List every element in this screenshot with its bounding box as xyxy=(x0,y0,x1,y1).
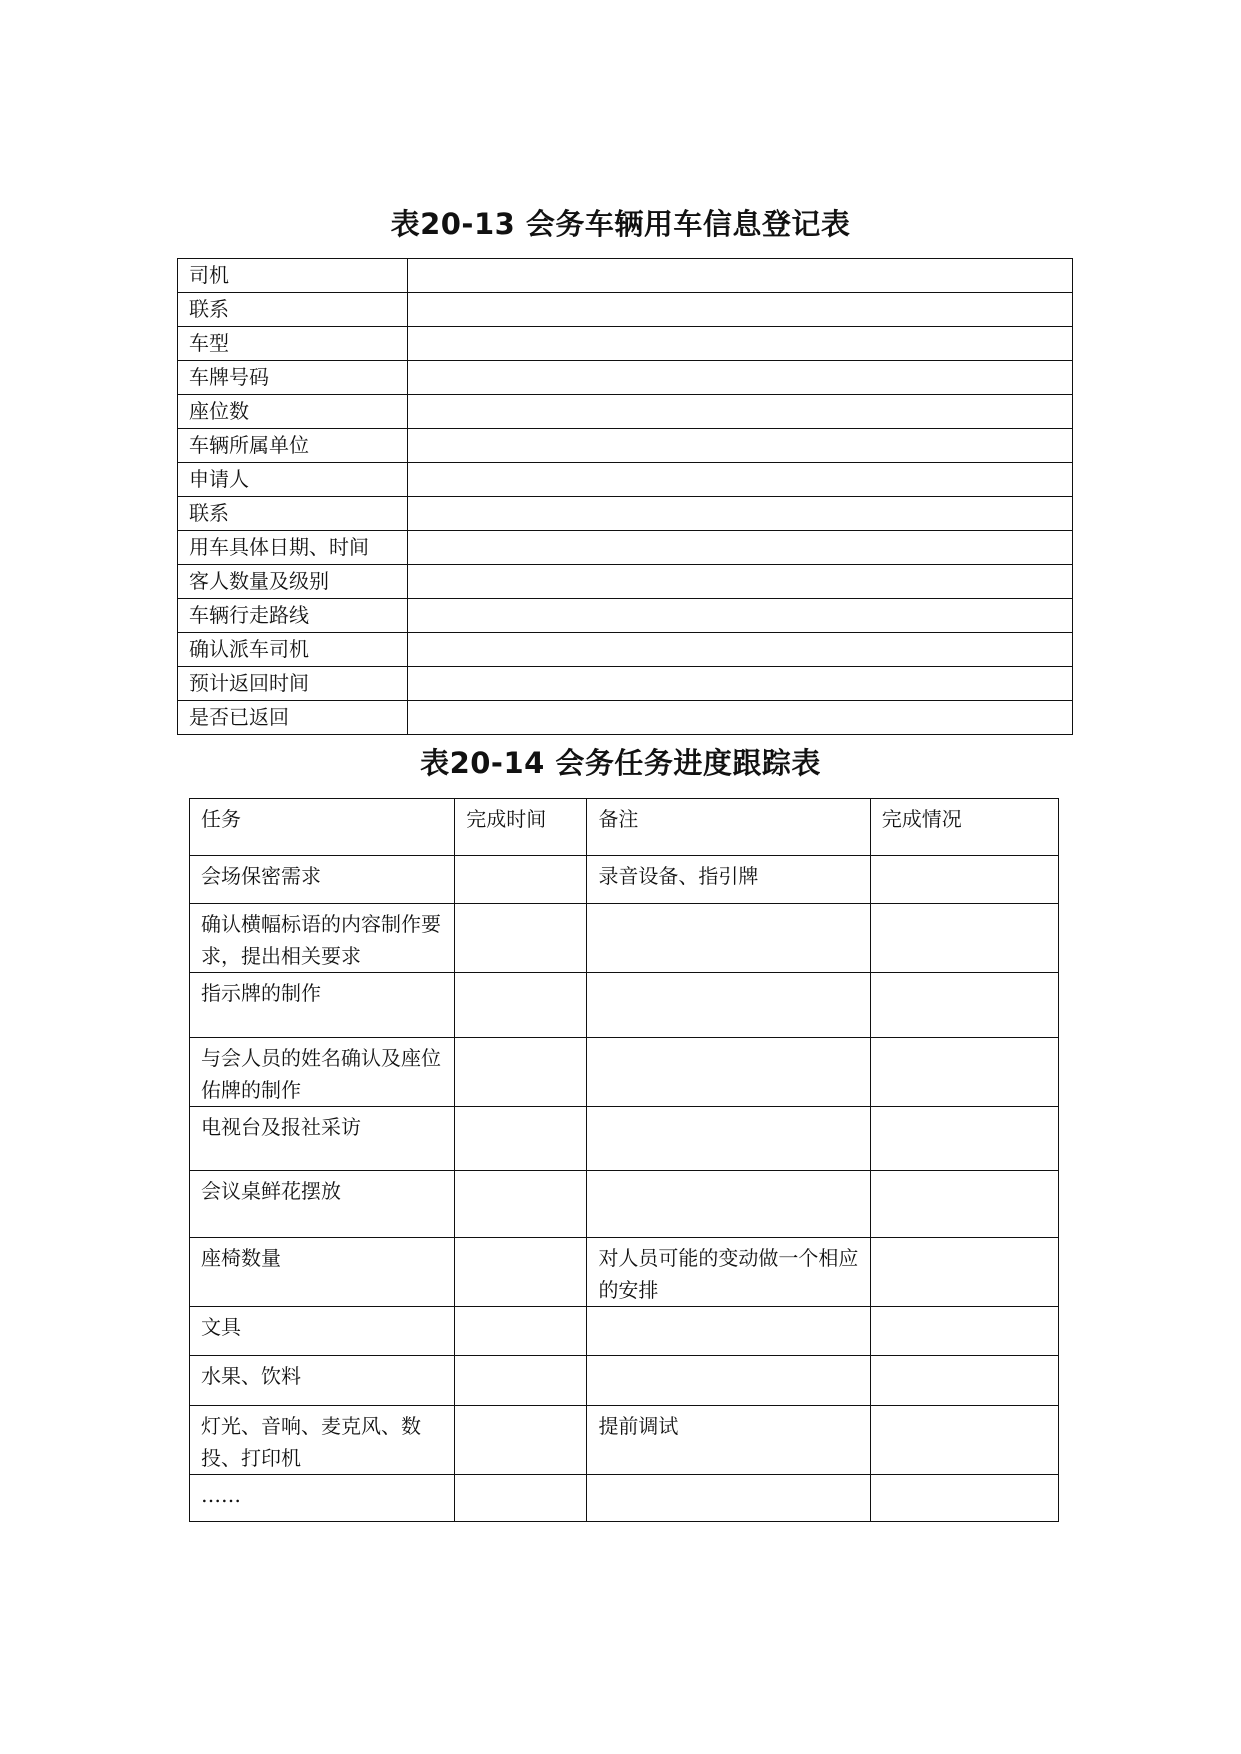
note-cell xyxy=(587,1307,870,1356)
time-cell[interactable] xyxy=(455,1038,587,1107)
task-cell: 水果、饮料 xyxy=(190,1356,455,1406)
note-cell xyxy=(587,1171,870,1238)
row-value-cell[interactable] xyxy=(408,633,1073,667)
task-cell: 电视台及报社采访 xyxy=(190,1107,455,1171)
time-cell[interactable] xyxy=(455,1307,587,1356)
row-label: 用车具体日期、时间 xyxy=(178,531,408,565)
task-progress-table xyxy=(189,798,1059,1522)
row-value-cell[interactable] xyxy=(408,293,1073,327)
note-cell xyxy=(587,1356,870,1406)
table-row xyxy=(190,1356,1059,1406)
table-row xyxy=(190,973,1059,1038)
table-row xyxy=(178,361,1073,395)
task-cell: 文具 xyxy=(190,1307,455,1356)
task-cell: 座椅数量 xyxy=(190,1238,455,1307)
task-cell: 指示牌的制作 xyxy=(190,973,455,1038)
table-row xyxy=(190,904,1059,973)
table-row xyxy=(178,497,1073,531)
note-cell xyxy=(587,1038,870,1107)
row-value-cell[interactable] xyxy=(408,361,1073,395)
row-label: 车牌号码 xyxy=(178,361,408,395)
time-cell[interactable] xyxy=(455,904,587,973)
vehicle-table-title: 表20-13 会务车辆用车信息登记表 xyxy=(390,207,851,241)
table-header-row xyxy=(190,799,1059,856)
note-cell xyxy=(587,904,870,973)
row-label: 确认派车司机 xyxy=(178,633,408,667)
task-cell: 灯光、音响、麦克风、数投、打印机 xyxy=(190,1406,455,1475)
table-row xyxy=(190,1038,1059,1107)
table-row xyxy=(190,1307,1059,1356)
note-cell xyxy=(587,1107,870,1171)
row-value-cell[interactable] xyxy=(408,531,1073,565)
row-value-cell[interactable] xyxy=(408,565,1073,599)
row-label: 车辆行走路线 xyxy=(178,599,408,633)
row-label: 申请人 xyxy=(178,463,408,497)
status-cell[interactable] xyxy=(870,1107,1058,1171)
time-cell[interactable] xyxy=(455,1171,587,1238)
table-row xyxy=(190,1171,1059,1238)
row-label: 司机 xyxy=(178,259,408,293)
note-cell xyxy=(587,1475,870,1522)
task-cell: 确认横幅标语的内容制作要求，提出相关要求 xyxy=(190,904,455,973)
table-row xyxy=(178,463,1073,497)
table-row xyxy=(190,1238,1059,1307)
table-row xyxy=(178,327,1073,361)
row-label: 预计返回时间 xyxy=(178,667,408,701)
header-status: 完成情况 xyxy=(870,799,1058,856)
time-cell[interactable] xyxy=(455,856,587,904)
time-cell[interactable] xyxy=(455,1406,587,1475)
row-label: 是否已返回 xyxy=(178,701,408,735)
task-table-title: 表20-14 会务任务进度跟踪表 xyxy=(420,746,821,780)
header-time: 完成时间 xyxy=(455,799,587,856)
row-value-cell[interactable] xyxy=(408,667,1073,701)
table-row xyxy=(178,531,1073,565)
table-row xyxy=(178,599,1073,633)
status-cell[interactable] xyxy=(870,1307,1058,1356)
table-row xyxy=(178,633,1073,667)
row-value-cell[interactable] xyxy=(408,497,1073,531)
task-cell: 会场保密需求 xyxy=(190,856,455,904)
note-cell: 提前调试 xyxy=(587,1406,870,1475)
status-cell[interactable] xyxy=(870,1038,1058,1107)
table-row xyxy=(190,1475,1059,1522)
note-cell: 对人员可能的变动做一个相应的安排 xyxy=(587,1238,870,1307)
task-cell: 与会人员的姓名确认及座位佑牌的制作 xyxy=(190,1038,455,1107)
time-cell[interactable] xyxy=(455,1238,587,1307)
status-cell[interactable] xyxy=(870,1356,1058,1406)
task-cell: …… xyxy=(190,1475,455,1522)
time-cell[interactable] xyxy=(455,1356,587,1406)
status-cell[interactable] xyxy=(870,1171,1058,1238)
table-row xyxy=(190,1406,1059,1475)
table-row xyxy=(190,1107,1059,1171)
header-note: 备注 xyxy=(587,799,870,856)
row-value-cell[interactable] xyxy=(408,429,1073,463)
status-cell[interactable] xyxy=(870,904,1058,973)
row-label: 车辆所属单位 xyxy=(178,429,408,463)
status-cell[interactable] xyxy=(870,1406,1058,1475)
row-label: 座位数 xyxy=(178,395,408,429)
note-cell xyxy=(587,973,870,1038)
row-value-cell[interactable] xyxy=(408,259,1073,293)
status-cell[interactable] xyxy=(870,856,1058,904)
header-task: 任务 xyxy=(190,799,455,856)
row-label: 联系 xyxy=(178,497,408,531)
row-value-cell[interactable] xyxy=(408,395,1073,429)
time-cell[interactable] xyxy=(455,973,587,1038)
table-row xyxy=(178,395,1073,429)
row-value-cell[interactable] xyxy=(408,599,1073,633)
time-cell[interactable] xyxy=(455,1475,587,1522)
row-label: 车型 xyxy=(178,327,408,361)
table-row xyxy=(190,856,1059,904)
table-row xyxy=(178,429,1073,463)
status-cell[interactable] xyxy=(870,1238,1058,1307)
time-cell[interactable] xyxy=(455,1107,587,1171)
row-value-cell[interactable] xyxy=(408,327,1073,361)
vehicle-registration-table xyxy=(177,258,1073,735)
table-row xyxy=(178,259,1073,293)
row-value-cell[interactable] xyxy=(408,701,1073,735)
status-cell[interactable] xyxy=(870,973,1058,1038)
task-cell: 会议桌鲜花摆放 xyxy=(190,1171,455,1238)
row-value-cell[interactable] xyxy=(408,463,1073,497)
note-cell: 录音设备、指引牌 xyxy=(587,856,870,904)
table-row xyxy=(178,565,1073,599)
status-cell[interactable] xyxy=(870,1475,1058,1522)
row-label: 联系 xyxy=(178,293,408,327)
table-row xyxy=(178,293,1073,327)
table-row xyxy=(178,701,1073,735)
row-label: 客人数量及级别 xyxy=(178,565,408,599)
table-row xyxy=(178,667,1073,701)
